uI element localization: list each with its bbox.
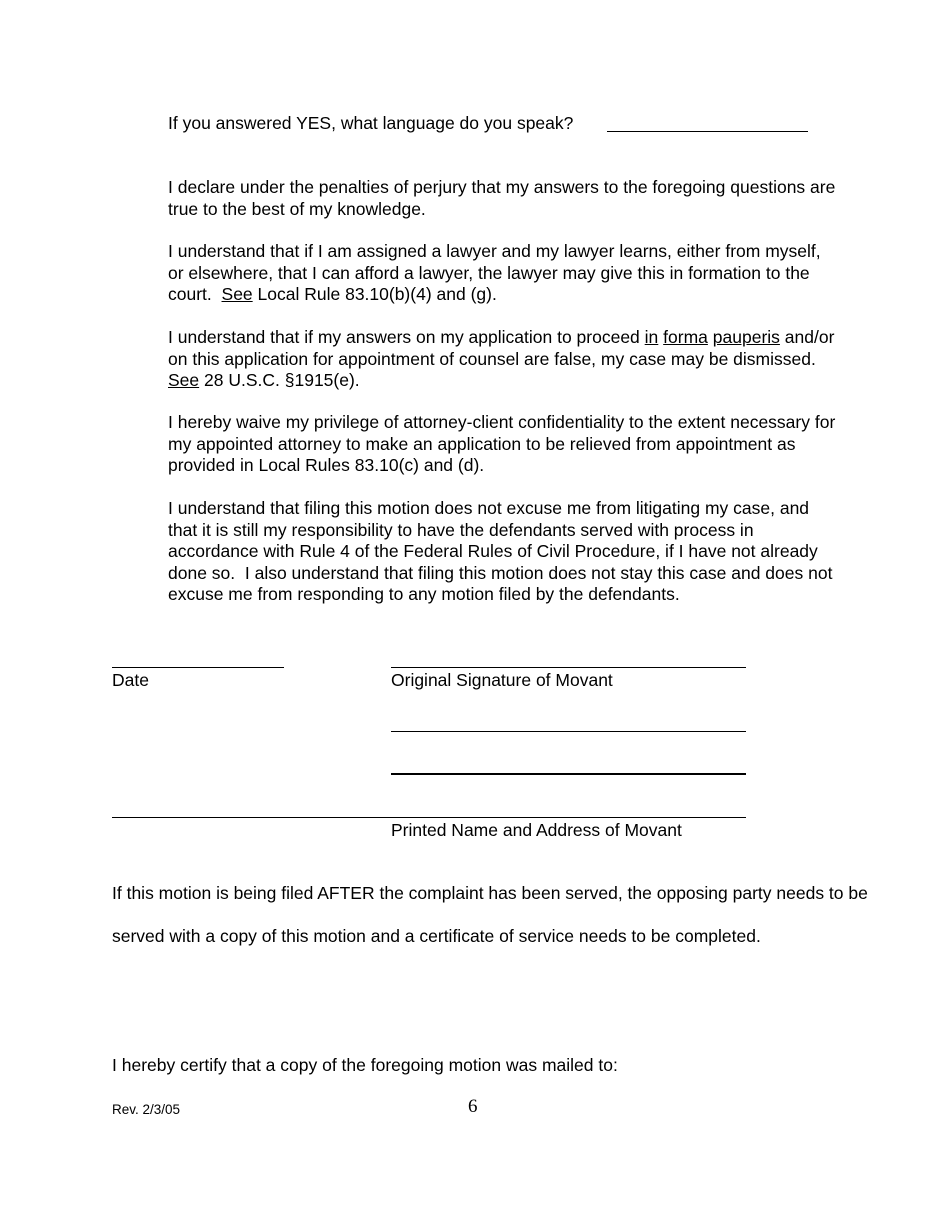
perjury-declaration: I declare under the penalties of perjury that my answers to the foregoing questions are true to the best of my knowledge. bbox=[168, 177, 836, 219]
date-line[interactable] bbox=[112, 667, 284, 668]
language-question-text: If you answered YES, what language do you speak? bbox=[168, 113, 574, 133]
language-answer-line[interactable] bbox=[607, 131, 808, 132]
signature-line[interactable] bbox=[391, 667, 746, 668]
address-line-2[interactable] bbox=[391, 773, 746, 775]
certificate-of-service: I hereby certify that a copy of the foregoing motion was mailed to: bbox=[112, 1055, 618, 1075]
see-citation: See bbox=[221, 284, 253, 304]
service-notice: If this motion is being filed AFTER the complaint has been served, the opposing party needs to be served with a copy of this motion and a certificate of service needs to be completed. bbox=[112, 883, 868, 946]
printed-name-line[interactable] bbox=[112, 817, 746, 818]
see-citation: See bbox=[168, 370, 200, 390]
page-number: 6 bbox=[468, 1096, 478, 1117]
revision-date: Rev. 2/3/05 bbox=[112, 1102, 181, 1117]
date-label: Date bbox=[112, 670, 149, 690]
printed-name-label: Printed Name and Address of Movant bbox=[391, 820, 682, 840]
signature-label: Original Signature of Movant bbox=[391, 670, 613, 690]
lawyer-disclosure-paragraph: I understand that if I am assigned a lawyer and my lawyer learns, either from myself, or elsewhere, that I can afford a lawyer, the lawyer may give this in formation to the court. See Local Rule 83.10(b)(4) and (g). bbox=[168, 241, 821, 304]
address-line-1[interactable] bbox=[391, 731, 746, 732]
ifp-false-answers-paragraph: I understand that if my answers on my application to proceed in forma pauperis and/or on this application for appointment of counsel are false, my case may be dismissed. See 28 U.S.C. §1915(e). bbox=[168, 327, 835, 390]
privilege-waiver-paragraph: I hereby waive my privilege of attorney-client confidentiality to the extent necessary for my appointed attorney to make an application to be relieved from appointment as provided in Local Rules 83.10(c) and (d). bbox=[168, 412, 836, 475]
filing-obligations-paragraph: I understand that filing this motion does not excuse me from litigating my case, and that it is still my responsibility to have the defendants served with process in accordance with Rule 4 of the Federal Rules of Civil Procedure, if I have not already done so. I also understand that filing this motion does not stay this case and does not excuse me from responding to any motion filed by the defendants. bbox=[168, 498, 838, 604]
language-question bbox=[168, 113, 573, 134]
